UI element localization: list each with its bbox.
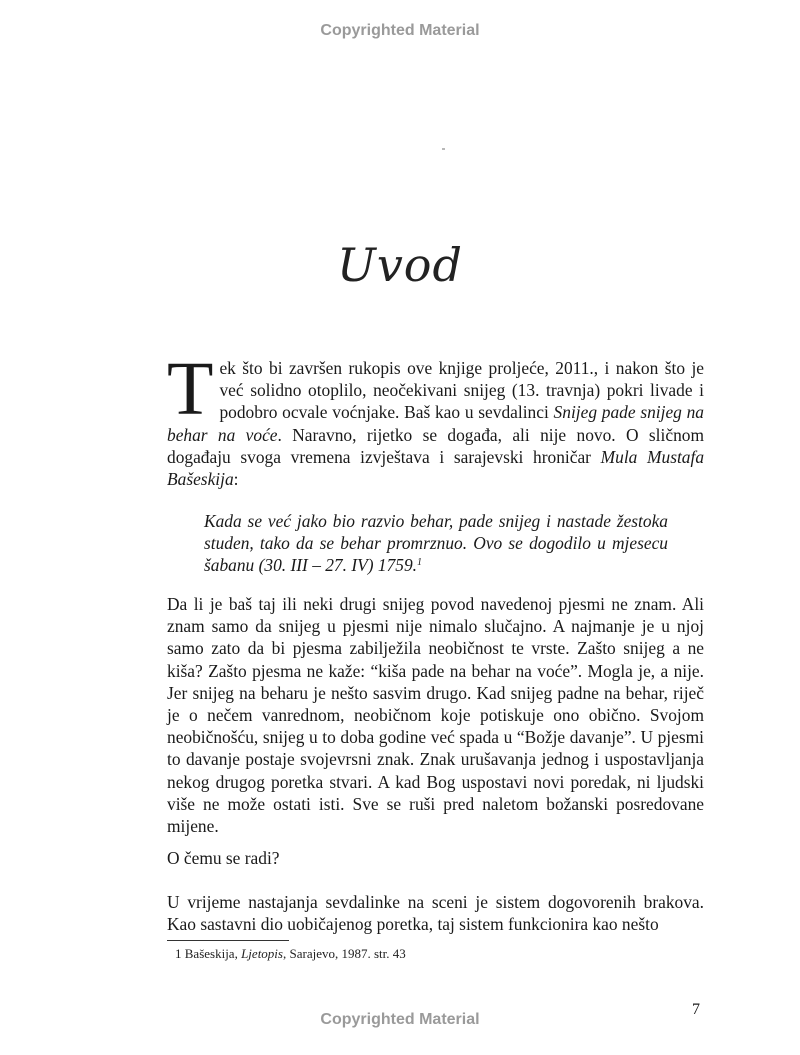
paragraph-text: :	[233, 469, 239, 490]
quote-text: Kada se već jako bio razvio behar, pade snijeg i nastade žestoka studen, tako da se behar promrznuo. Ovo se dogodilo u mjesecu šabanu (30. III – 27. IV) 1759.	[204, 511, 668, 576]
song-title: Snijeg pade snijeg na behar na voće	[167, 402, 704, 445]
footnote-book-title: Ljetopis	[241, 946, 283, 961]
footnote-ref: 1	[417, 557, 423, 569]
chapter-title: Uvod	[337, 238, 463, 292]
page-number: 7	[692, 1001, 700, 1018]
footnote-text: , Sarajevo, 1987. str. 43	[282, 946, 406, 961]
footnote-text: Bašeskija,	[181, 946, 242, 961]
scan-speck	[442, 148, 445, 150]
watermark-bottom: Copyrighted Material	[320, 1011, 480, 1028]
footnote	[175, 946, 406, 962]
watermark-top: Copyrighted Material	[320, 22, 480, 39]
paragraph-body: U vrijeme nastajanja sevdalinke na sceni je sistem dogovorenih brakova. Kao sastavni dio uobičajenog poretka, taj sistem funkcionira kao nešto	[167, 892, 704, 935]
block-quote	[204, 510, 668, 577]
paragraph-text: . Naravno, rijetko se događa, ali nije novo. O sličnom događaju svoga vremena izvještava i sarajevski hroničar	[167, 424, 704, 467]
drop-cap: T	[167, 347, 214, 431]
paragraph-body: Da li je baš taj ili neki drugi snijeg povod navedenoj pjesmi ne znam. Ali znam samo da snijeg u pjesmi nije nimalo slučajno. A najmanje je u njoj samo zato da bi pjesma zabilježila neobičnost te vrste. Zašto snijeg a ne kiša? Zašto pjesma ne kaže: “kiša pade na behar na voće”. Mogla je, a nije. Jer snijeg na beharu je nešto sasvim drugo. Kad snijeg padne na behar, riječ je o nečem vanrednom, neobičnom koje potiskuje ono obično. Svojom neobičnošću, snijeg u to doba godine već spada u “Božje davanje”. U pjesmi to davanje postaje svojevrsni znak. Znak urušavanja jednog i uspostavljanja nekog drugog poretka stvari. A kad Bog uspostavi novi poredak, ni ljudski više ne može ostati isti. Sve se ruši pred naletom božanski posredovane mijene.	[167, 594, 704, 837]
paragraph-question: O čemu se radi?	[167, 848, 280, 868]
chronicler-name: Mula Mustafa Bašeskija	[167, 446, 705, 490]
paragraph-intro	[167, 347, 705, 490]
paragraph-text: ek što bi završen rukopis ove knjige proljeće, 2011., i nakon što je već solidno otoplilo, neočekivani snijeg (13. travnja) pokri livade i podobro ocvale voćnjake. Baš kao u sevdalinci	[219, 358, 704, 423]
footnote-divider	[167, 940, 289, 941]
footnote-number: 1	[175, 946, 182, 961]
